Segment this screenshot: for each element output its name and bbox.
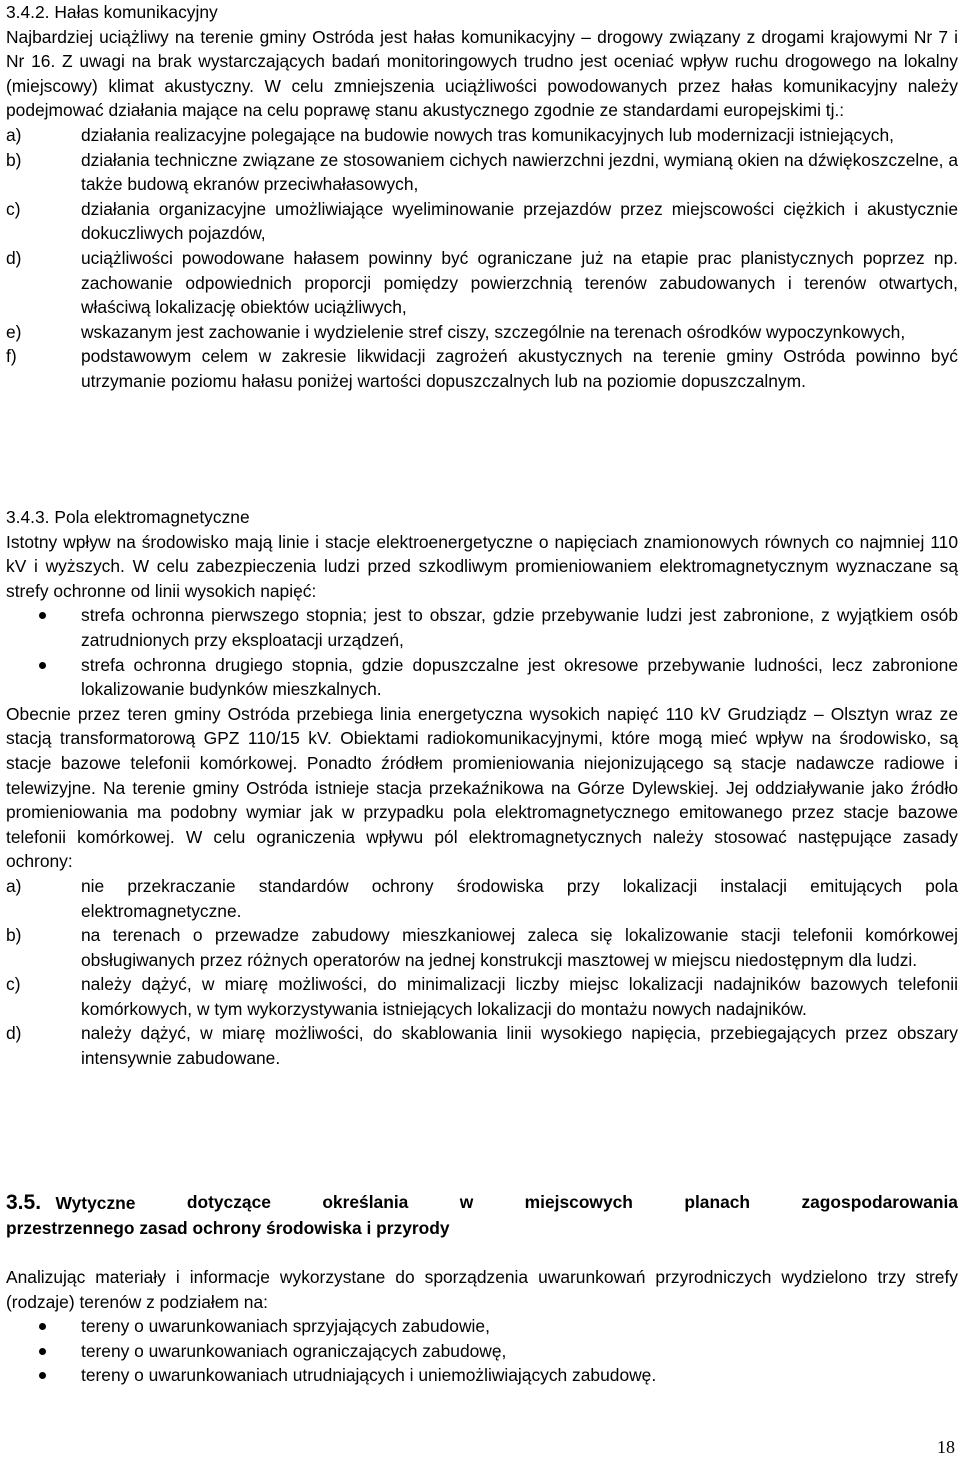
emf-zones-list: [6, 603, 958, 701]
heading-word: planach: [684, 1192, 751, 1212]
list-item: [6, 1021, 958, 1070]
emf-body-paragraph: Obecnie przez teren gminy Ostróda przebiega linia energetyczna wysokich napięć 110 kV Grudziądz – Olsztyn wraz ze stacją transformatorową GPZ 110/15 kV. Obiektami radiokomunikacyjnymi, które mogą mieć wpływ na środowisko, są stacje bazowe telefonii komórkowej. Ponadto źródłem promieniowania niejonizującego są stacje nadawcze radiowe i telewizyjne. Na terenie gminy Ostróda istnieje stacja przekaźnikowa na Górze Dylewskiej. Jej oddziaływanie jako źródło promieniowania ma podobny wymiar jak w przypadku pola elektromagnetycznego emitowanego przez stacje bazowe telefonii komórkowej. W celu ograniczenia wpływu pól elektromagnetycznych należy stosować następujące zasady ochrony:: [6, 703, 958, 872]
list-item: [6, 923, 958, 972]
list-marker: c): [6, 198, 21, 219]
list-item: [6, 972, 958, 1021]
list-item: [6, 603, 958, 652]
list-item-text: podstawowym celem w zakresie likwidacji zagrożeń akustycznych na terenie gminy Ostróda powinno być utrzymanie poziomu hałasu poniżej wartości dopuszczalnych lub na poziomie dopuszczalnym.: [81, 346, 958, 391]
noise-heading: 3.4.2. Hałas komunikacyjny: [6, 2, 218, 22]
list-item: [6, 197, 958, 246]
list-marker: f): [6, 346, 17, 367]
list-marker: b): [6, 925, 22, 946]
list-item: [6, 653, 958, 702]
bullet-icon: [39, 612, 46, 619]
guidelines-heading-line: [6, 1190, 958, 1216]
list-item-text: należy dążyć, w miarę możliwości, do skablowania linii wysokiego napięcia, przebiegających przez obszary intensywnie zabudowane.: [81, 1023, 958, 1069]
list-item-text: nie przekraczanie standardów ochrony środowiska przy lokalizacji instalacji emitujących pola elektromagnetyczne.: [81, 875, 958, 921]
list-marker: b): [6, 149, 22, 170]
list-item-text: uciążliwości powodowane hałasem powinny być ograniczane już na etapie prac planistycznych poprzez np. zachowanie odpowiednich proporcji pomiędzy powierzchnią terenów zabudowanych i terenów otwartych, właściwą lokalizację obiektów uciążliwych,: [81, 247, 958, 318]
list-item-text: działania realizacyjne polegające na budowie nowych tras komunikacyjnych lub modernizacji istniejących,: [81, 124, 894, 145]
section-number-and-first-word: [6, 1190, 135, 1216]
list-item-text: działania techniczne związane ze stosowaniem cichych nawierzchni jezdni, wymianą okien na dźwiękoszczelne, a także budową ekranów przeciwhałasowych,: [81, 149, 958, 195]
list-marker: d): [6, 247, 22, 268]
guidelines-intro-paragraph: Analizując materiały i informacje wykorzystane do sporządzenia uwarunkowań przyrodniczych wydzielono trzy strefy (rodzaje) terenów z podziałem na:: [6, 1267, 958, 1312]
list-item: [6, 344, 958, 393]
emf-section: [6, 505, 958, 1071]
noise-intro-paragraph: Najbardziej uciążliwy na terenie gminy Ostróda jest hałas komunikacyjny – drogowy związany z drogami krajowymi Nr 7 i Nr 16. Z uwagi na brak wystarczających badań monitoringowych trudno jest oceniać wpływ ruchu drogowego na lokalny (miejscowy) klimat akustyczny. W celu zmniejszenia uciążliwości powodowanych przez hałas komunikacyjny należy podejmować działania mające na celu poprawę stanu akustycznego zgodnie ze standardami europejskimi tj.:: [6, 26, 958, 121]
list-item-text: strefa ochronna drugiego stopnia, gdzie dopuszczalne jest okresowe przebywanie ludności, lecz zabronione lokalizowanie budynków mieszkalnych.: [81, 654, 958, 700]
heading-word: miejscowych: [524, 1192, 633, 1212]
bullet-icon: [39, 1323, 46, 1330]
heading-word: określania: [322, 1192, 409, 1212]
bullet-icon: [39, 1348, 46, 1355]
list-item-text: należy dążyć, w miarę możliwości, do minimalizacji liczby miejsc lokalizacji nadajników bazowych telefonii komórkowych, w tym wykorzystywania istniejących lokalizacji do montażu nowych nadajników.: [81, 974, 958, 1019]
list-item-text: na terenach o przewadze zabudowy mieszkaniowej zaleca się lokalizowanie stacji telefonii komórkowej obsługiwanych przez różnych operatorów na jednej konstrukcji masztowej w miejscu niedostępnym dla ludzi.: [81, 925, 958, 970]
list-item: [6, 874, 958, 923]
heading-word: zagospodarowania: [801, 1192, 958, 1212]
list-item: [6, 123, 958, 148]
heading-word: Wytyczne: [55, 1193, 136, 1213]
guidelines-heading-line-2: przestrzennego zasad ochrony środowiska i przyrody: [6, 1218, 450, 1238]
noise-section: [6, 0, 958, 394]
heading-word: dotyczące: [186, 1192, 271, 1212]
list-item: [6, 1314, 958, 1339]
list-item-text: tereny o uwarunkowaniach ograniczających zabudowę,: [81, 1340, 507, 1361]
list-item-text: wskazanym jest zachowanie i wydzielenie stref ciszy, szczególnie na terenach ośrodków wypoczynkowych,: [81, 321, 906, 342]
list-item-text: strefa ochronna pierwszego stopnia; jest to obszar, gdzie przebywanie ludzi jest zabronione, z wyjątkiem osób zatrudnionych przy eksploatacji urządzeń,: [81, 605, 958, 650]
list-item-text: działania organizacyjne umożliwiające wyeliminowanie przejazdów przez miejscowości ciężkich i akustycznie dokuczliwych pojazdów,: [81, 198, 958, 244]
noise-measures-list: [6, 123, 958, 394]
list-item-text: tereny o uwarunkowaniach sprzyjających zabudowie,: [81, 1316, 490, 1337]
terrain-types-list: [6, 1314, 958, 1388]
list-item: [6, 320, 958, 345]
list-marker: a): [6, 875, 22, 896]
list-item: [6, 1363, 958, 1388]
page-number: 18: [937, 1437, 955, 1457]
list-item: [6, 1339, 958, 1364]
list-marker: d): [6, 1023, 22, 1044]
emf-rules-list: [6, 874, 958, 1071]
emf-intro-paragraph: Istotny wpływ na środowisko mają linie i stacje elektroenergetyczne o napięciach znamionowych równych co najmniej 110 kV i wyższych. W celu zabezpieczenia ludzi przed szkodliwym promieniowaniem elektromagnetycznym wyznaczane są strefy ochronne od linii wysokich napięć:: [6, 531, 958, 601]
emf-heading: 3.4.3. Pola elektromagnetyczne: [6, 507, 250, 527]
guidelines-section: [6, 1190, 958, 1388]
guidelines-heading: [6, 1190, 958, 1241]
bullet-icon: [39, 1372, 46, 1379]
list-item: [6, 148, 958, 197]
list-marker: e): [6, 321, 22, 342]
bullet-icon: [39, 662, 46, 669]
heading-word: w: [459, 1192, 474, 1212]
list-marker: a): [6, 124, 22, 145]
list-item: [6, 246, 958, 320]
section-number: 3.5.: [6, 1191, 42, 1214]
list-marker: c): [6, 974, 21, 995]
list-item-text: tereny o uwarunkowaniach utrudniających i uniemożliwiających zabudowę.: [81, 1365, 657, 1386]
